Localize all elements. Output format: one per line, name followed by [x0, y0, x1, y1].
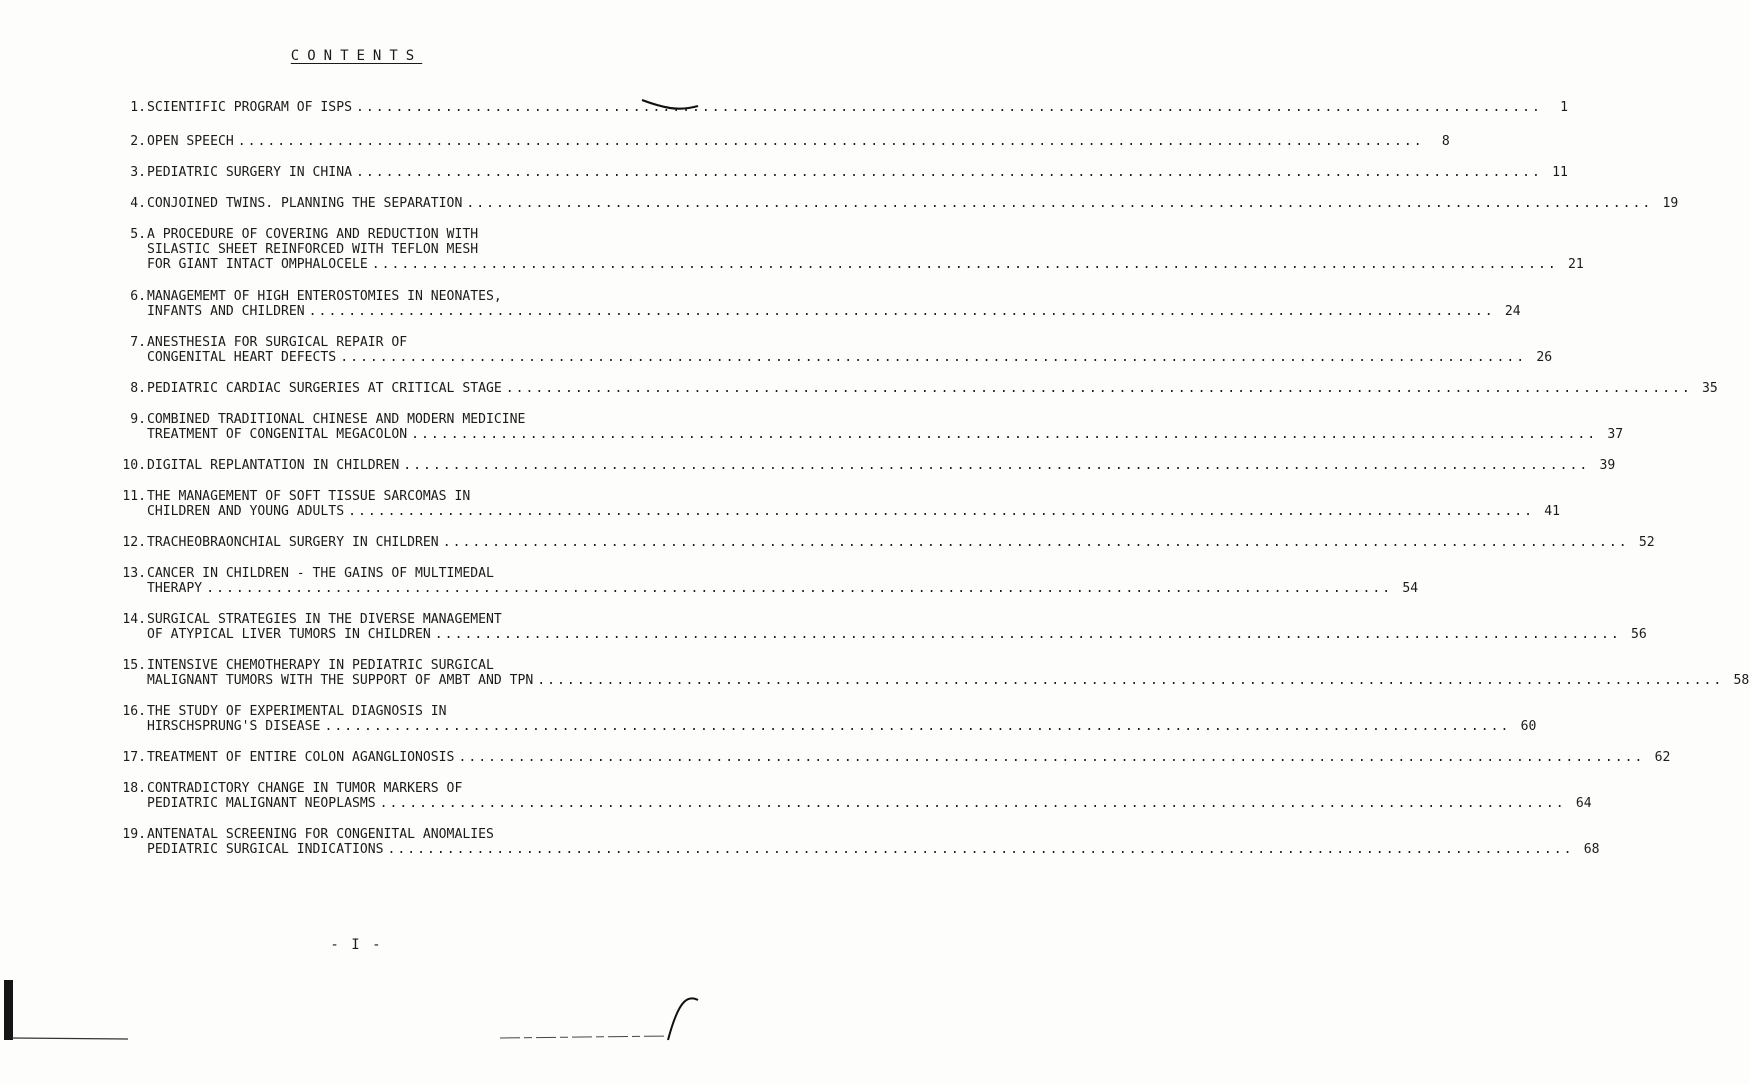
toc-entry [102, 658, 1749, 688]
toc-entry-line [102, 627, 1647, 642]
toc-entry-title: PEDIATRIC SURGERY IN CHINA [147, 165, 352, 180]
toc-entry-page: 11 [1552, 165, 1568, 180]
toc-entry-title: OPEN SPEECH [147, 134, 234, 149]
toc-entry-line [102, 242, 652, 257]
toc-entry-line [102, 257, 1584, 272]
toc-entry-title: OF ATYPICAL LIVER TUMORS IN CHILDREN [147, 627, 431, 642]
toc-entry-title: INTENSIVE CHEMOTHERAPY IN PEDIATRIC SURGICAL [147, 658, 494, 673]
toc-entry-number: 17. [122, 750, 146, 765]
toc-entry-line [102, 134, 1450, 149]
toc-entry-line [102, 100, 1568, 115]
toc-entry-number: 7. [130, 335, 146, 350]
toc-entry-title: MANAGEMEMT OF HIGH ENTEROSTOMIES IN NEONATES, [147, 289, 502, 304]
toc-entry-title: PEDIATRIC MALIGNANT NEOPLASMS [147, 796, 376, 811]
toc-entry-number: 11. [122, 489, 146, 504]
toc-entry [102, 827, 1600, 857]
toc-entry-line [102, 750, 1671, 765]
toc-entry-number: 9. [130, 412, 146, 427]
toc-entry-title: FOR GIANT INTACT OMPHALOCELE [147, 257, 368, 272]
toc-entry-line [102, 658, 652, 673]
dot-leader: ........................................................................................................................ [371, 257, 1558, 272]
toc-entry [102, 134, 1450, 149]
toc-entry-line [102, 304, 1521, 319]
toc-entry-page: 19 [1662, 196, 1679, 211]
toc-entry-number: 1. [130, 100, 146, 115]
dot-leader: ........................................................................................................................ [206, 581, 1393, 596]
toc-entry-line [102, 412, 652, 427]
dot-leader: ........................................................................................................................ [379, 796, 1566, 811]
dot-leader: ........................................................................................................................ [324, 719, 1511, 734]
toc-entry-title: SILASTIC SHEET REINFORCED WITH TEFLON MESH [147, 242, 479, 257]
toc-entry-line [102, 427, 1624, 442]
toc-entry-number: 3. [130, 165, 146, 180]
toc-entry-line [102, 781, 652, 796]
toc-entry-page: 37 [1607, 427, 1624, 442]
toc-entry-title: INFANTS AND CHILDREN [147, 304, 305, 319]
dot-leader: ........................................................................................................................ [355, 165, 1542, 180]
toc-entry-page: 39 [1599, 458, 1616, 473]
toc-entry-page: 24 [1504, 304, 1521, 319]
dot-leader: ........................................................................................................................ [537, 673, 1724, 688]
toc-entry-title: PEDIATRIC CARDIAC SURGERIES AT CRITICAL STAGE [147, 381, 502, 396]
toc-entry [102, 381, 1718, 396]
pen-mark-bottom [500, 990, 700, 1050]
toc-entry-title: ANTENATAL SCREENING FOR CONGENITAL ANOMALIES [147, 827, 494, 842]
toc-entry [102, 750, 1671, 765]
dot-leader: ........................................................................................................................ [237, 134, 1424, 149]
toc-entry-title: ANESTHESIA FOR SURGICAL REPAIR OF [147, 335, 408, 350]
toc-entry-page: 56 [1631, 627, 1647, 642]
toc-entry-line [102, 227, 652, 242]
toc-entry [102, 165, 1568, 180]
toc-entry-line [102, 289, 652, 304]
dot-leader: ........................................................................................................................ [458, 750, 1645, 765]
toc-entry-line [102, 566, 652, 581]
toc-entry-page: 8 [1441, 134, 1450, 149]
toc-entry-number: 18. [122, 781, 146, 796]
page-title: CONTENTS [290, 48, 423, 64]
toc-entry-page: 35 [1701, 381, 1718, 396]
dot-leader: ........................................................................................................................ [434, 627, 1621, 642]
toc-entry-line [102, 796, 1592, 811]
toc-entry [102, 612, 1647, 642]
toc-entry-number: 19. [122, 827, 146, 842]
page-number-footer: - I - [330, 937, 383, 953]
toc-entry-page: 68 [1583, 842, 1600, 857]
toc-entry-number: 14. [122, 612, 146, 627]
toc-entry [102, 458, 1616, 473]
toc-entry-title: CONJOINED TWINS. PLANNING THE SEPARATION [147, 196, 463, 211]
toc-entry-number: 16. [122, 704, 146, 719]
toc-entry [102, 100, 1568, 115]
toc-entry-title: MALIGNANT TUMORS WITH THE SUPPORT OF AMBT AND TPN [147, 673, 534, 688]
toc-entry [102, 335, 1553, 365]
toc-entry-line [102, 458, 1616, 473]
toc-entry-title: CONTRADICTORY CHANGE IN TUMOR MARKERS OF [147, 781, 463, 796]
toc-entry-line [102, 196, 1679, 211]
toc-entry-title: COMBINED TRADITIONAL CHINESE AND MODERN MEDICINE [147, 412, 526, 427]
toc-entry-line [102, 581, 1419, 596]
dot-leader: ........................................................................................................................ [355, 100, 1542, 115]
toc-entry-page: 58 [1733, 673, 1749, 688]
dot-leader: ........................................................................................................................ [403, 458, 1590, 473]
toc-entry [102, 566, 1419, 596]
toc-entry-title: SCIENTIFIC PROGRAM OF ISPS [147, 100, 352, 115]
dot-leader: ........................................................................................................................ [442, 535, 1629, 550]
dot-leader: ........................................................................................................................ [308, 304, 1495, 319]
dot-leader: ........................................................................................................................ [466, 196, 1653, 211]
toc-entry-number: 2. [130, 134, 146, 149]
toc-entry-title: HIRSCHSPRUNG'S DISEASE [147, 719, 321, 734]
toc-entry-line [102, 489, 652, 504]
toc-entry-line [102, 350, 1553, 365]
toc-entry-page: 60 [1520, 719, 1537, 734]
dot-leader: ........................................................................................................................ [387, 842, 1574, 857]
toc-entry-page: 1 [1560, 100, 1568, 115]
toc-entry-line [102, 165, 1568, 180]
toc-entry-number: 12. [122, 535, 146, 550]
toc-entry [102, 289, 1521, 319]
toc-entry [102, 489, 1561, 519]
toc-entry-page: 26 [1536, 350, 1553, 365]
binding-edge-mark [0, 975, 130, 1045]
toc-entry-title: THE STUDY OF EXPERIMENTAL DIAGNOSIS IN [147, 704, 447, 719]
toc-entry-number: 5. [130, 227, 146, 242]
toc-entry-page: 62 [1654, 750, 1671, 765]
toc-entry-page: 64 [1575, 796, 1592, 811]
toc-entry-title: TRACHEOBRAONCHIAL SURGERY IN CHILDREN [147, 535, 439, 550]
toc-entry-number: 6. [130, 289, 146, 304]
toc-entry-title: PEDIATRIC SURGICAL INDICATIONS [147, 842, 384, 857]
toc-entry-title: THE MANAGEMENT OF SOFT TISSUE SARCOMAS IN [147, 489, 471, 504]
toc-entry-title: CHILDREN AND YOUNG ADULTS [147, 504, 345, 519]
toc-entry-line [102, 827, 652, 842]
toc-entry-line [102, 504, 1561, 519]
toc-entry-line [102, 535, 1655, 550]
toc-entry [102, 704, 1537, 734]
toc-entry [102, 227, 1584, 272]
toc-entry-number: 15. [122, 658, 146, 673]
toc-entry [102, 781, 1592, 811]
toc-entry-line [102, 704, 652, 719]
toc-entry-page: 52 [1638, 535, 1655, 550]
toc-entry-page: 21 [1567, 257, 1584, 272]
toc-entry-number: 13. [122, 566, 146, 581]
toc-entry-number: 10. [122, 458, 146, 473]
toc-entry-line [102, 842, 1600, 857]
dot-leader: ........................................................................................................................ [505, 381, 1692, 396]
toc-entry-line [102, 335, 652, 350]
toc-entry-title: CANCER IN CHILDREN - THE GAINS OF MULTIMEDAL [147, 566, 494, 581]
toc-entry [102, 196, 1679, 211]
toc-entry-title: TREATMENT OF ENTIRE COLON AGANGLIONOSIS [147, 750, 455, 765]
toc-entry-title: THERAPY [147, 581, 203, 596]
toc-entry-number: 4. [130, 196, 146, 211]
toc-entry [102, 412, 1624, 442]
toc-entry-line [102, 719, 1537, 734]
toc-entry-page: 54 [1402, 581, 1419, 596]
toc-entry-title: DIGITAL REPLANTATION IN CHILDREN [147, 458, 400, 473]
toc-entry [102, 535, 1655, 550]
toc-entry-line [102, 673, 1749, 688]
pen-mark-top [640, 96, 700, 118]
dot-leader: ........................................................................................................................ [411, 427, 1598, 442]
toc-entry-title: TREATMENT OF CONGENITAL MEGACOLON [147, 427, 408, 442]
dot-leader: ........................................................................................................................ [348, 504, 1535, 519]
toc-entry-title: CONGENITAL HEART DEFECTS [147, 350, 337, 365]
toc-entry-number: 8. [130, 381, 146, 396]
toc-entry-title: A PROCEDURE OF COVERING AND REDUCTION WITH [147, 227, 479, 242]
toc-entry-title: SURGICAL STRATEGIES IN THE DIVERSE MANAGEMENT [147, 612, 502, 627]
toc-entry-page: 41 [1544, 504, 1561, 519]
dot-leader: ........................................................................................................................ [340, 350, 1527, 365]
toc-entry-line [102, 612, 652, 627]
toc-entry-line [102, 381, 1718, 396]
